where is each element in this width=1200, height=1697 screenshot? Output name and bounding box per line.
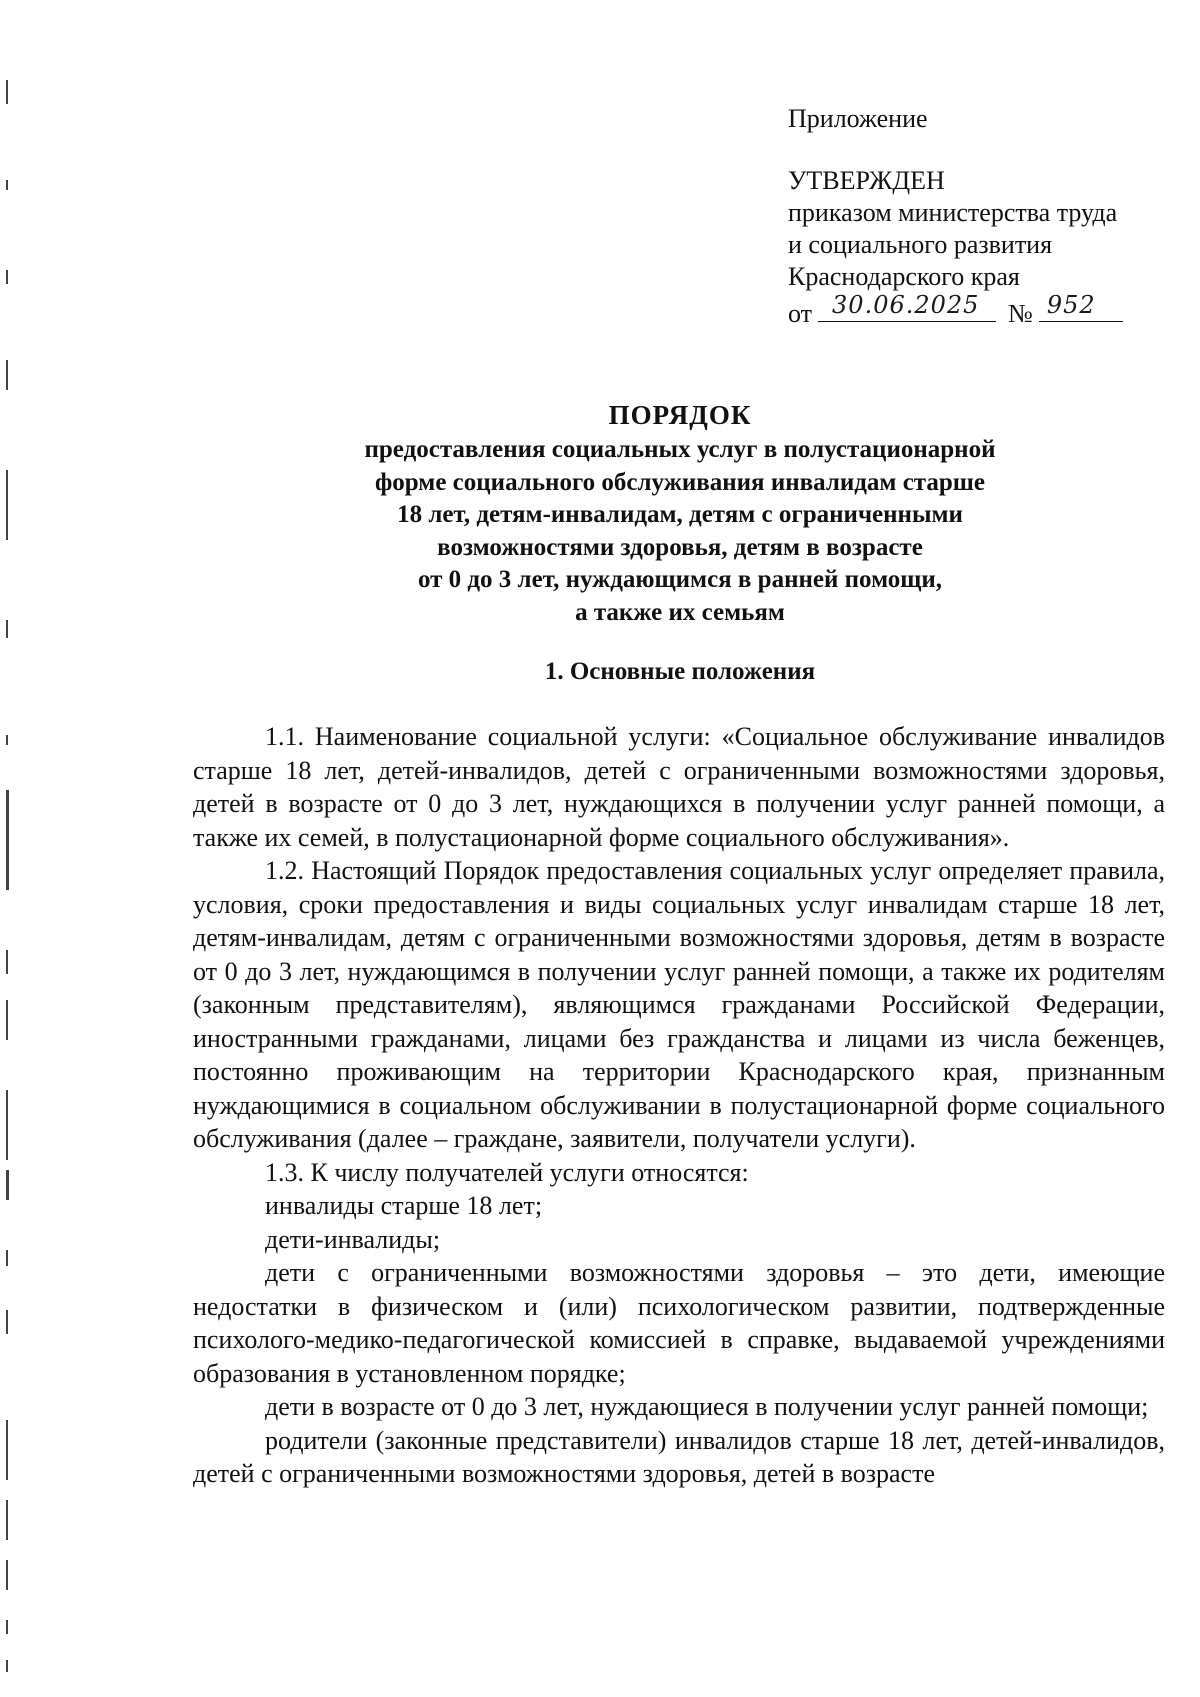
subtitle-line: предоставления социальных услуг в полустационарной — [364, 436, 996, 463]
approval-stamp-block — [788, 103, 1188, 330]
date-underline — [818, 293, 996, 322]
section-heading: 1. Основные положения — [544, 658, 816, 685]
paragraph-1-3: 1.3. К числу получателей услуги относятся: — [265, 1157, 749, 1187]
list-item: дети в возрасте от 0 до 3 лет, нуждающиеся в получении услуг ранней помощи; — [265, 1392, 1149, 1421]
title-subtitle — [180, 434, 1180, 629]
number-prefix: № — [1008, 299, 1033, 328]
order-date-number — [788, 293, 1188, 330]
number-underline — [1039, 293, 1123, 322]
handwritten-date: 30.06.2025 — [832, 291, 980, 319]
subtitle-line: 18 лет, детям-инвалидам, детям с ограниченными — [397, 501, 963, 528]
subtitle-line: возможностями здоровья, детям в возрасте — [437, 533, 923, 561]
title-main: ПОРЯДОК — [608, 400, 752, 430]
subtitle-line: форме социального обслуживания инвалидам старше — [374, 468, 986, 496]
paragraph-1-1: 1.1. Наименование социальной услуги: «Социальное обслуживание инвалидов старше 18 лет, детей-инвалидов, детей с ограниченными возможностями здоровья, детей в возрасте от 0 до 3 лет, нуждающихся в получении услуг ранней помощи, а также их семей, в полустационарной форме социального обслуживания». — [193, 722, 1165, 852]
handwritten-number: 952 — [1046, 291, 1096, 319]
list-item: родители (законные представители) инвалидов старше 18 лет, детей-инвалидов, детей с ограниченными возможностями здоровья, детей в возрасте — [193, 1425, 1165, 1488]
approval-line-1: приказом министерства труда — [788, 198, 1118, 227]
paragraph-1-2: 1.2. Настоящий Порядок предоставления социальных услуг определяет правила, условия, сроки предоставления и виды социальных услуг инвалидам старше 18 лет, детям-инвалидам, детям с ограниченными возможностями здоровья, детям в возрасте от 0 до 3 лет, нуждающимся в получении услуг ранней помощи, а также их родителям (законным представителям), являющимся гражданами Российской Федерации, иностранными гражданами, лицами без гражданства и лицами из числа беженцев, постоянно проживающим на территории Краснодарского края, признанным нуждающимися в социальном обслуживании в полустационарной форме социального обслуживания (далее – граждане, заявители, получатели услуги). — [193, 856, 1165, 1153]
subtitle-line: от 0 до 3 лет, нуждающимся в ранней помощи, — [417, 566, 943, 593]
scan-edge-marks — [0, 0, 22, 1697]
date-prefix: от — [788, 299, 813, 328]
approval-line-2: и социального развития — [788, 230, 1053, 259]
approval-line-3: Краснодарского края — [788, 262, 1020, 291]
document-title — [180, 398, 1180, 629]
approved-label: УТВЕРЖДЕН — [788, 166, 945, 195]
subtitle-line: а также их семьям — [575, 598, 785, 626]
list-item: дети с ограниченными возможностями здоровья – это дети, имеющие недостатки в физическом и (или) психологическом развитии, подтвержденные психолого-медико-педагогической комиссией в справке, выдаваемой учреждениями образования в установленном порядке; — [193, 1258, 1165, 1388]
list-item: дети-инвалиды; — [265, 1224, 441, 1254]
body-text — [193, 720, 1165, 1491]
list-item: инвалиды старше 18 лет; — [265, 1191, 543, 1220]
appendix-label: Приложение — [788, 104, 928, 133]
